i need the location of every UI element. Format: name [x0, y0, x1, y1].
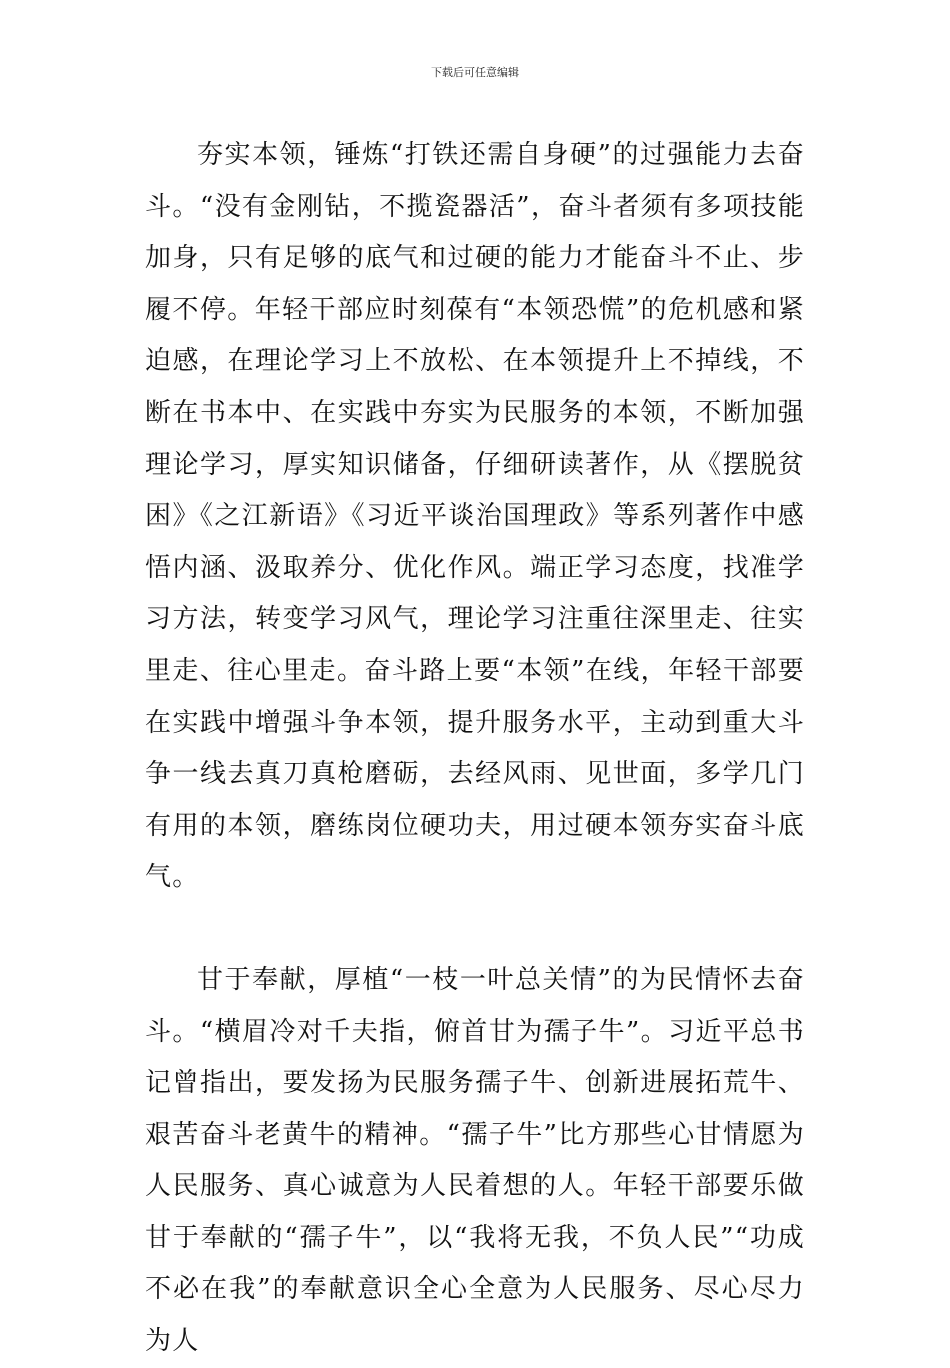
page-header-note: 下载后可任意编辑 — [431, 66, 519, 79]
paragraph-2: 甘于奉献，厚植“一枝一叶总关情”的为民情怀去奋斗。“横眉冷对千夫指，俯首甘为孺子牛”。习近平总书记曾指出，要发扬为民服务孺子牛、创新进展拓荒牛、艰苦奋斗老黄牛的精神。“孺子牛”比方那些心甘情愿为人民服务、真心诚意为人民着想的人。年轻干部要乐做甘于奉献的“孺子牛”，以“我将无我，不负人民”“功成不必在我”的奉献意识全心全意为人民服务、尽心尽力为人 — [145, 964, 805, 1357]
paragraph-1: 夯实本领，锤炼“打铁还需自身硬”的过强能力去奋斗。“没有金刚钻，不揽瓷器活”，奋斗者须有多项技能加身，只有足够的底气和过硬的能力才能奋斗不止、步履不停。年轻干部应时刻葆有“本领恐慌”的危机感和紧迫感，在理论学习上不放松、在本领提升上不掉线，不断在书本中、在实践中夯实为民服务的本领，不断加强理论学习，厚实知识储备，仔细研读著作，从《摆脱贫困》《之江新语》《习近平谈治国理政》等系列著作中感悟内涵、汲取养分、优化作风。端正学习态度，找准学习方法，转变学习风气，理论学习注重往深里走、往实里走、往心里走。奋斗路上要“本领”在线，年轻干部要在实践中增强斗争本领，提升服务水平，主动到重大斗争一线去真刀真枪磨砺，去经风雨、见世面，多学几门有用的本领，磨练岗位硬功夫，用过硬本领夯实奋斗底气。 — [145, 140, 805, 893]
document-body — [145, 130, 805, 1368]
